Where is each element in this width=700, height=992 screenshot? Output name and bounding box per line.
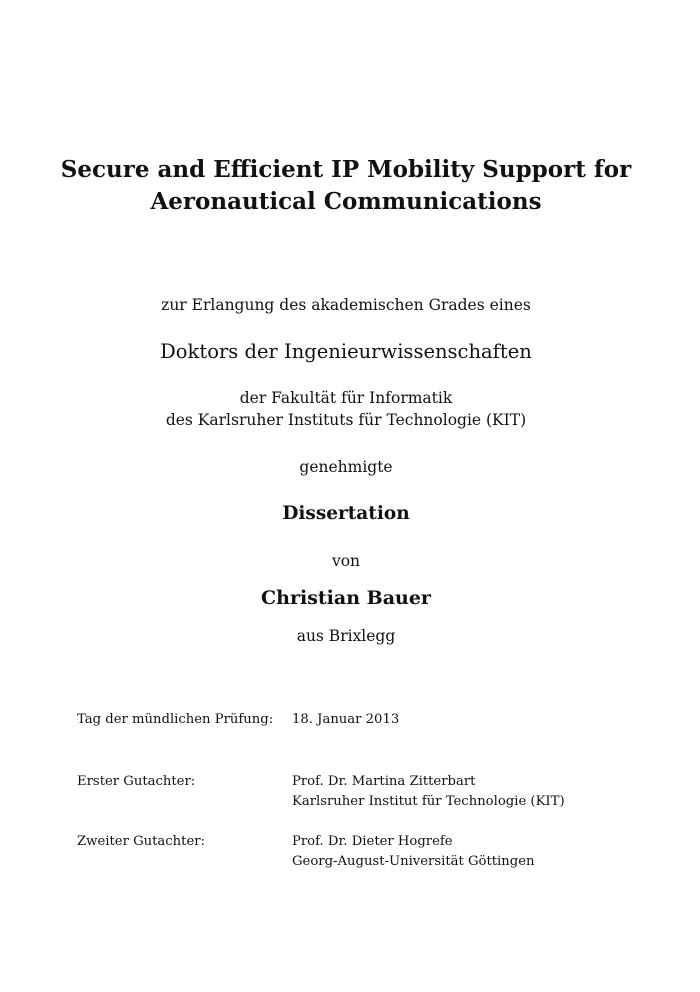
approved-text: genehmigte [299, 458, 393, 476]
by-text: von [331, 552, 361, 570]
thesis-title [0, 154, 692, 218]
thesis-title-line-1: Secure and Efficient IP Mobility Support for [60, 156, 632, 183]
degree-name: Doktors der Ingenieurwissenschaften [160, 340, 532, 363]
first-reviewer-value [292, 772, 565, 812]
degree-purpose: zur Erlangung des akademischen Grades eines [161, 296, 531, 314]
first-reviewer-label: Erster Gutachter: [77, 774, 196, 789]
thesis-title-line-2: Aeronautical Communications [150, 188, 542, 215]
second-reviewer-label: Zweiter Gutachter: [77, 834, 205, 849]
first-reviewer-affiliation: Karlsruher Institut für Technologie (KIT) [292, 794, 565, 809]
document-type: Dissertation [282, 503, 410, 524]
second-reviewer-value [292, 832, 535, 872]
faculty [0, 387, 692, 431]
exam-date: 18. Januar 2013 [292, 712, 400, 727]
second-reviewer-name: Prof. Dr. Dieter Hogrefe [292, 834, 453, 849]
second-reviewer-affiliation: Georg-August-Universität Göttingen [292, 854, 535, 869]
faculty-line-2: des Karlsruher Instituts für Technologie (KIT) [165, 411, 527, 429]
faculty-line-1: der Fakultät für Informatik [239, 389, 453, 407]
exam-date-value [292, 710, 399, 730]
author-origin: aus Brixlegg [296, 627, 396, 645]
author-name: Christian Bauer [261, 587, 431, 609]
exam-date-label: Tag der mündlichen Prüfung: [77, 712, 274, 727]
first-reviewer-name: Prof. Dr. Martina Zitterbart [292, 774, 476, 789]
